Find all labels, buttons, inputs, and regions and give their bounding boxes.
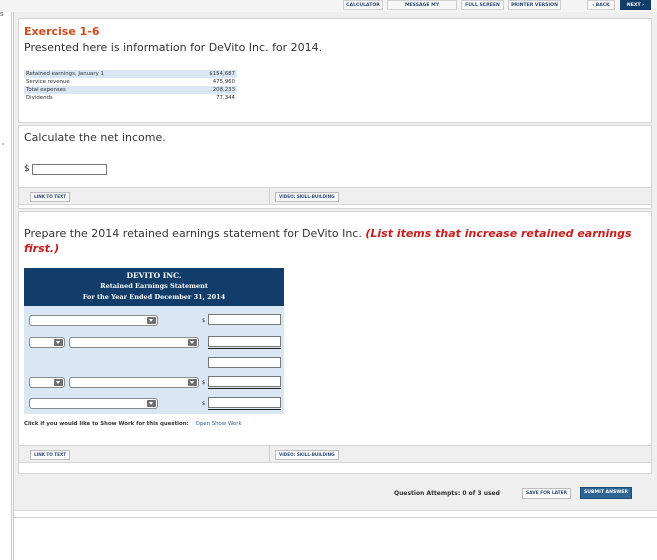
net-income-input[interactable]	[32, 164, 107, 175]
printer-version-button[interactable]: PRINTER VERSION	[508, 0, 561, 10]
save-for-later-button[interactable]: SAVE FOR LATER	[522, 488, 571, 499]
calculator-button[interactable]: CALCULATOR	[343, 0, 383, 10]
left-divider	[11, 12, 12, 560]
show-work-prompt: Click if you would like to Show Work for this question:	[24, 421, 189, 427]
link-to-text-button[interactable]: LINK TO TEXT	[30, 450, 70, 460]
part1-link-bar	[19, 187, 651, 205]
statement-amount-input-5[interactable]	[208, 397, 281, 408]
chevron-down-icon	[147, 400, 156, 407]
statement-item-dropdown-5[interactable]	[29, 398, 158, 409]
statement-amount-input-3[interactable]	[208, 357, 281, 368]
statement-name: Retained Earnings Statement	[100, 282, 208, 290]
message-instructor-button[interactable]: MESSAGE MY	[387, 0, 457, 10]
dollar-sign: $	[202, 401, 206, 407]
full-screen-button[interactable]: FULL SCREEN	[461, 0, 504, 10]
part1-question: Calculate the net income.	[24, 131, 166, 144]
video-skill-building-button[interactable]: VIDEO: SKILL-BUILDING	[275, 450, 339, 460]
statement-item-dropdown-4[interactable]	[69, 377, 199, 388]
exercise-title: Exercise 1-6	[24, 25, 100, 38]
part2-instruction: (List items that increase retained earnings first.)	[24, 227, 632, 255]
table-row: Total expenses 208,233	[26, 87, 235, 93]
show-work-row	[24, 421, 242, 427]
statement-company: DEVITO INC.	[126, 271, 182, 280]
statement-item-dropdown-2[interactable]	[69, 337, 199, 348]
statement-header	[24, 268, 284, 306]
chevron-down-icon	[188, 379, 197, 386]
open-show-work-link[interactable]: Open Show Work	[195, 421, 242, 427]
link-to-text-button[interactable]: LINK TO TEXT	[30, 192, 70, 202]
table-row: Retained earnings, January 1 $154,687	[26, 71, 235, 77]
submit-answer-button[interactable]: SUBMIT ANSWER	[580, 487, 632, 499]
dollar-sign: $	[24, 164, 30, 174]
table-row: Service revenue 475,960	[26, 79, 235, 85]
chevron-down-icon	[54, 379, 63, 386]
table-row: Dividends 77,344	[26, 95, 235, 101]
underline	[208, 388, 281, 389]
statement-period: For the Year Ended December 31, 2014	[82, 293, 226, 301]
double-underline	[208, 409, 281, 410]
chevron-down-icon	[188, 339, 197, 346]
question-attempts: Question Attempts: 0 of 3 used	[394, 490, 500, 497]
chevron-down-icon	[147, 317, 156, 324]
video-skill-building-button[interactable]: VIDEO: SKILL-BUILDING	[275, 192, 339, 202]
back-button[interactable]: ‹ BACK	[587, 0, 615, 10]
statement-operator-dropdown-4[interactable]	[29, 377, 65, 388]
statement-item-dropdown-1[interactable]	[29, 315, 158, 326]
exercise-intro: Presented here is information for DeVito Inc. for 2014.	[24, 41, 323, 54]
bottom-divider	[14, 517, 657, 518]
chevron-down-icon	[54, 339, 63, 346]
part2-link-bar	[19, 445, 651, 463]
top-toolbar	[0, 0, 657, 12]
left-edge-char: s	[0, 10, 4, 18]
statement-amount-input-1[interactable]	[208, 314, 281, 325]
link-bar-divider	[269, 446, 270, 462]
left-marker	[2, 143, 4, 145]
part2-question	[24, 226, 644, 256]
underline	[208, 348, 281, 349]
dollar-sign: $	[202, 380, 206, 386]
link-bar-divider	[269, 188, 270, 204]
left-sidebar	[0, 12, 8, 560]
footer-divider	[14, 510, 657, 511]
statement-operator-dropdown-2[interactable]	[29, 337, 65, 348]
dollar-sign: $	[202, 318, 206, 324]
part2-question-text: Prepare the 2014 retained earnings statement for DeVito Inc.	[24, 227, 362, 240]
statement-amount-input-4[interactable]	[208, 376, 281, 387]
statement-amount-input-2[interactable]	[208, 336, 281, 347]
next-button[interactable]: NEXT ›	[620, 0, 651, 10]
given-data-table	[24, 70, 237, 102]
